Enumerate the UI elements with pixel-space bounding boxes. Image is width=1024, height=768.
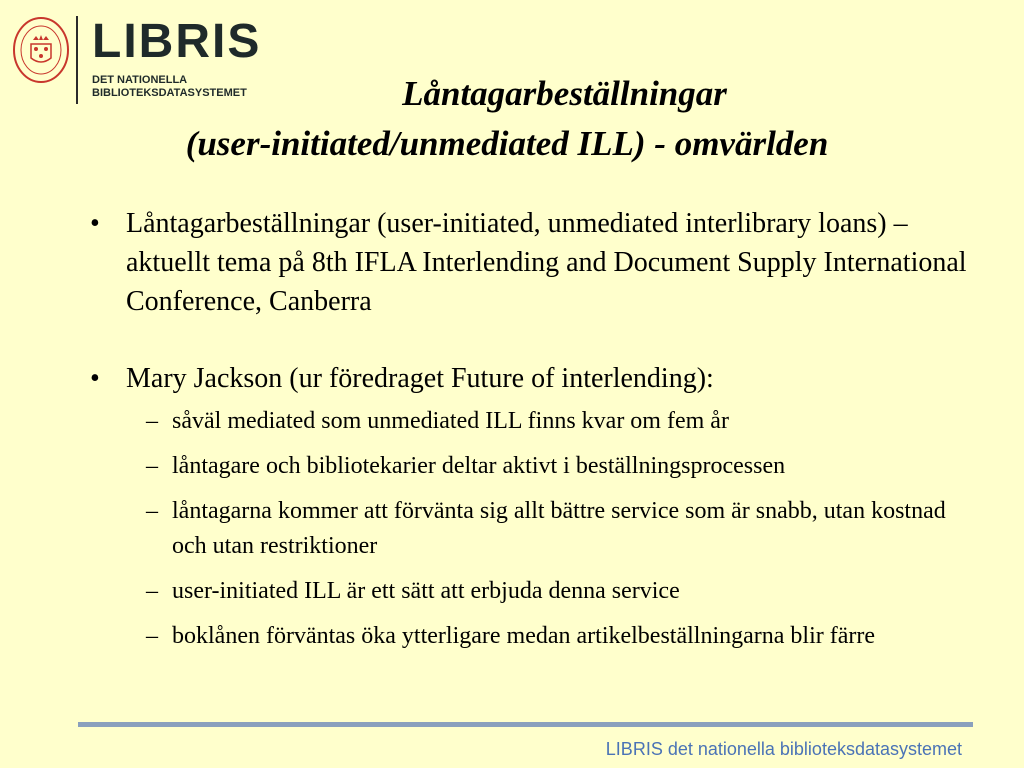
logo-subtitle-line2: BIBLIOTEKSDATASYSTEMET xyxy=(92,87,247,99)
subbullet-item xyxy=(90,619,972,654)
subbullet-marker: – xyxy=(146,623,158,649)
slide-title-line1: Låntagarbeställningar xyxy=(402,74,727,113)
subbullet-marker: – xyxy=(146,408,158,434)
subbullet-text: låntagare och bibliotekarier deltar aktivt i beställningsprocessen xyxy=(172,453,786,479)
subbullet-marker: – xyxy=(146,578,158,604)
subbullet-marker: – xyxy=(146,453,158,479)
slide-title-line2: (user-initiated/unmediated ILL) - omvärlden xyxy=(185,124,829,163)
bullet-item xyxy=(90,359,990,398)
bullet-item xyxy=(90,204,990,321)
subbullet-item xyxy=(90,404,990,439)
footer-divider xyxy=(78,722,973,727)
logo-subtitle-line1: DET NATIONELLA xyxy=(92,74,188,86)
bullet-text: Låntagarbeställningar (user-initiated, unmediated interlibrary loans) – aktuellt tema på 8th IFLA Interlending and Document Supply International Conference, Canberra xyxy=(126,208,967,317)
footer-text: LIBRIS det nationella biblioteksdatasystemet xyxy=(605,739,962,759)
bullet-text: Mary Jackson (ur föredraget Future of interlending): xyxy=(126,363,714,394)
subbullet-text: boklånen förväntas öka ytterligare medan artikelbeställningarna blir färre xyxy=(172,623,876,649)
bullet-marker: • xyxy=(90,208,100,239)
subbullet-text: låntagarna kommer att förvänta sig allt bättre service som är snabb, utan kostnad och utan restriktioner xyxy=(172,498,946,559)
subbullet-item xyxy=(90,494,972,564)
subbullet-item xyxy=(90,449,990,484)
slide-body xyxy=(90,204,990,654)
subbullet-item xyxy=(90,574,990,609)
subbullet-marker: – xyxy=(146,498,158,524)
subbullet-text: såväl mediated som unmediated ILL finns kvar om fem år xyxy=(172,408,729,434)
logo-brand: LIBRIS xyxy=(92,15,262,68)
subbullet-text: user-initiated ILL är ett sätt att erbjuda denna service xyxy=(172,578,680,604)
bullet-marker: • xyxy=(90,363,100,394)
